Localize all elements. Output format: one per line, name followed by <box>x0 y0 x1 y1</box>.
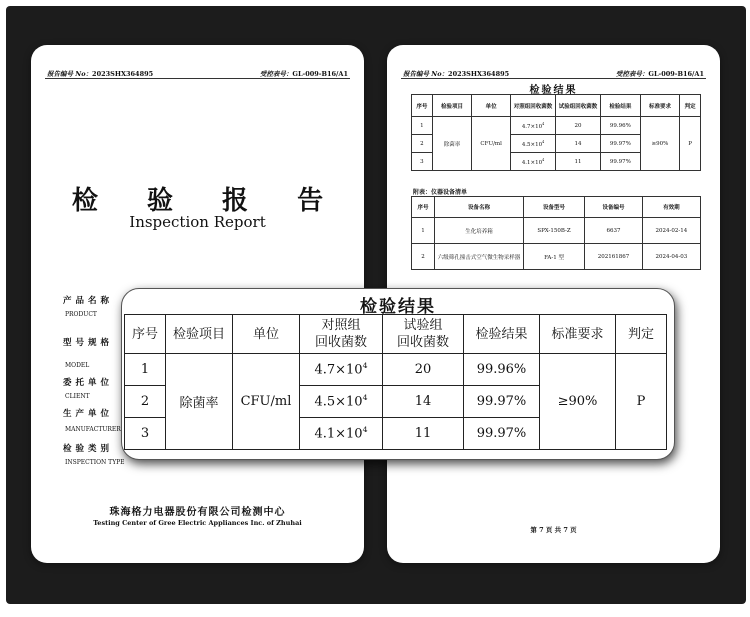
cell-no: 1 <box>412 117 433 135</box>
table-row <box>125 354 667 386</box>
page-counter: 第 7 页 共 7 页 <box>530 526 577 534</box>
th-control-line2: 回收菌数 <box>314 335 367 350</box>
th-item: 检验项目 <box>166 315 233 354</box>
report-number-2 <box>403 69 509 78</box>
cell-item: 除菌率 <box>166 354 233 450</box>
report-number-label: 报告编号 No： <box>47 70 93 78</box>
field-manufacturer-en: MANUFACTURER <box>65 426 121 433</box>
cell-no: 1 <box>125 354 166 386</box>
cell-eq-name: 生化培养箱 <box>435 218 524 244</box>
control-number-label: 受控表号： <box>259 70 293 78</box>
control-number-value-2: GL-009-B16/A1 <box>648 70 704 78</box>
th-result: 检验结果 <box>464 315 540 354</box>
th-judgement: 判定 <box>616 315 667 354</box>
th-control: 对照组回收菌数 <box>511 95 556 117</box>
control-number <box>260 69 348 78</box>
table-row <box>412 218 701 244</box>
org-name-cn: 珠海格力电器股份有限公司检测中心 <box>109 507 286 518</box>
th-test: 试验组回收菌数 <box>556 95 601 117</box>
cell-standard: ≥90% <box>540 354 616 450</box>
cell-test: 20 <box>383 354 464 386</box>
control-base: 4.5×10 <box>521 141 543 148</box>
cell-no: 3 <box>125 418 166 450</box>
cell-control <box>511 153 556 171</box>
cell-eq-name: 六级筛孔撞击式空气微生物采样器 <box>435 244 524 270</box>
results-table-small <box>411 94 701 171</box>
th-no: 序号 <box>412 95 433 117</box>
control-number-2 <box>616 69 704 78</box>
header-rule-2 <box>401 78 706 79</box>
control-base: 4.7×10 <box>314 362 363 378</box>
cell-eq-id: 6637 <box>585 218 643 244</box>
field-product-en: PRODUCT <box>65 311 97 318</box>
cell-control <box>511 135 556 153</box>
equipment-table <box>411 196 701 270</box>
report-number-value-2: 2023SHX364895 <box>448 70 510 78</box>
cell-standard: ≥90% <box>640 117 680 171</box>
cell-eq-valid: 2024-04-03 <box>642 244 700 270</box>
cell-control <box>300 418 383 450</box>
field-model-en: MODEL <box>65 362 90 369</box>
cover-title-en: Inspection Report <box>129 213 266 231</box>
control-base: 4.1×10 <box>314 426 363 442</box>
equipment-title: 附表：仪器设备清单 <box>413 189 468 196</box>
cell-unit: CFU/ml <box>233 354 300 450</box>
control-number-label-2: 受控表号： <box>615 70 649 78</box>
field-type-en: INSPECTION TYPE <box>65 459 125 466</box>
table-row <box>412 244 701 270</box>
control-exp: 4 <box>542 121 545 126</box>
th-eq-id: 设备编号 <box>585 197 643 218</box>
field-manufacturer-cn: 生产单位 <box>63 409 114 419</box>
cell-eq-valid: 2024-02-14 <box>642 218 700 244</box>
control-base: 4.1×10 <box>521 159 543 166</box>
cell-no: 2 <box>125 386 166 418</box>
th-eq-model: 设备型号 <box>524 197 585 218</box>
cell-result: 99.97% <box>601 153 641 171</box>
cell-no: 2 <box>412 135 433 153</box>
cell-eq-model: FA-1 型 <box>524 244 585 270</box>
report-number-value: 2023SHX364895 <box>92 70 154 78</box>
cell-test: 14 <box>383 386 464 418</box>
th-standard: 标准要求 <box>540 315 616 354</box>
control-base: 4.5×10 <box>314 394 363 410</box>
results-title-large: 检验结果 <box>360 297 436 317</box>
field-product-cn: 产品名称 <box>63 296 114 306</box>
results-title-small: 检验结果 <box>529 85 578 96</box>
cell-no: 3 <box>412 153 433 171</box>
org-name-en: Testing Center of Gree Electric Appliances Inc. of Zhuhai <box>93 519 302 527</box>
cell-unit: CFU/ml <box>472 117 511 171</box>
results-zoom-panel <box>121 288 675 460</box>
th-result: 检验结果 <box>601 95 641 117</box>
field-client-cn: 委托单位 <box>63 378 114 388</box>
cell-result: 99.96% <box>464 354 540 386</box>
table-row <box>412 117 701 135</box>
cell-result: 99.97% <box>601 135 641 153</box>
control-exp: 4 <box>362 425 368 435</box>
cover-title: 检 验 报 告 <box>71 186 344 216</box>
field-type-cn: 检验类别 <box>63 444 114 454</box>
header-rule <box>45 78 350 79</box>
report-number-label-2: 报告编号 No： <box>403 70 449 78</box>
cell-eq-no: 1 <box>412 218 435 244</box>
results-table-large <box>124 314 667 450</box>
control-exp: 4 <box>362 361 368 371</box>
report-number <box>47 69 153 78</box>
control-number-value: GL-009-B16/A1 <box>292 70 348 78</box>
th-test <box>383 315 464 354</box>
control-exp: 4 <box>542 139 545 144</box>
cell-judgement: P <box>680 117 701 171</box>
th-eq-name: 设备名称 <box>435 197 524 218</box>
cell-eq-id: 202161867 <box>585 244 643 270</box>
cell-test: 11 <box>383 418 464 450</box>
table-header-row <box>125 315 667 354</box>
th-eq-valid: 有效期 <box>642 197 700 218</box>
th-eq-no: 序号 <box>412 197 435 218</box>
th-control-line1: 对照组 <box>321 318 361 333</box>
th-unit: 单位 <box>233 315 300 354</box>
th-test-line1: 试验组 <box>403 318 443 333</box>
cell-eq-model: SPX-150B-Z <box>524 218 585 244</box>
control-exp: 4 <box>362 393 368 403</box>
th-judgement: 判定 <box>680 95 701 117</box>
cell-eq-no: 2 <box>412 244 435 270</box>
cell-control <box>300 354 383 386</box>
cell-judgement: P <box>616 354 667 450</box>
th-no: 序号 <box>125 315 166 354</box>
cell-control <box>511 117 556 135</box>
cell-test: 14 <box>556 135 601 153</box>
th-item: 检验项目 <box>432 95 472 117</box>
field-model-cn: 型号规格 <box>63 338 114 348</box>
cell-result: 99.97% <box>464 418 540 450</box>
control-base: 4.7×10 <box>521 123 543 130</box>
cell-test: 11 <box>556 153 601 171</box>
cell-test: 20 <box>556 117 601 135</box>
table-header-row <box>412 95 701 117</box>
cell-result: 99.97% <box>464 386 540 418</box>
th-control <box>300 315 383 354</box>
field-client-en: CLIENT <box>65 393 90 400</box>
cell-result: 99.96% <box>601 117 641 135</box>
th-test-line2: 回收菌数 <box>396 335 449 350</box>
control-exp: 4 <box>542 157 545 162</box>
table-header-row <box>412 197 701 218</box>
th-standard: 标准要求 <box>640 95 680 117</box>
cell-item: 除菌率 <box>432 117 472 171</box>
th-unit: 单位 <box>472 95 511 117</box>
cell-control <box>300 386 383 418</box>
